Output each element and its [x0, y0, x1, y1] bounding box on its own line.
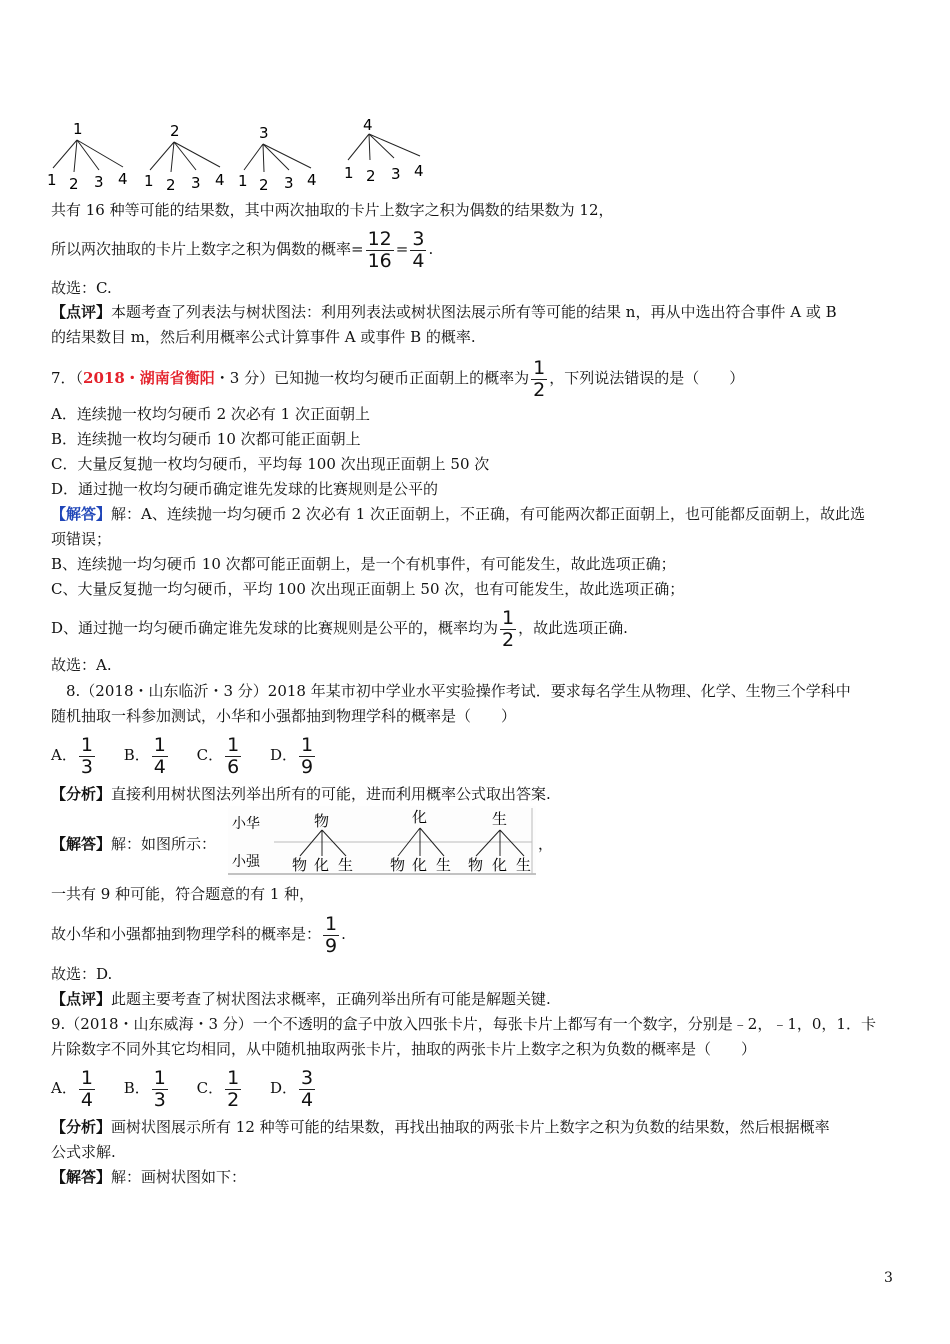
fraction-numerator: 3: [412, 227, 425, 250]
tree-leaf: 2: [366, 167, 376, 185]
q8-option-c: [197, 730, 244, 780]
q8-answer-count: 一共有 9 种可能，符合题意的有 1 种，: [51, 885, 315, 903]
tree-leaf: 4: [118, 170, 128, 188]
option-label: D．: [269, 746, 298, 764]
q9-question-line2: 片除数字不同外其它均相同，从中随机抽取两张卡片，抽取的两张卡片上数字之积为负数的概率是（ ）: [51, 1040, 757, 1058]
q7-option-d: D．通过抛一枚均匀硬币确定谁先发球的比赛规则是公平的: [51, 480, 439, 498]
q8-option-b: [124, 730, 170, 780]
fraction-denominator: 9: [301, 755, 314, 778]
q8-answer-comma: ，: [538, 835, 554, 853]
q8-answer-fraction-1-9: [323, 914, 339, 957]
fraction-numerator: 3: [301, 1066, 314, 1089]
fraction-numerator: 12: [367, 227, 392, 250]
tree-leaf: 化: [492, 856, 508, 874]
q8-options: [51, 730, 339, 780]
tree-leaf: 1: [144, 172, 154, 190]
q6-comment-cont: 的结果数目 m，然后利用概率公式计算事件 A 或事件 B 的概率.: [51, 328, 476, 346]
analysis-text: 直接利用树状图法列举出所有的可能，进而利用概率公式取出答案.: [111, 785, 551, 803]
q7-stem: ・3 分）已知抛一枚均匀硬币正面朝上的概率为: [214, 369, 530, 387]
q8-answer-lead: [51, 834, 216, 854]
tree-root: 2: [170, 122, 180, 140]
q9-option-c: [197, 1063, 244, 1113]
fraction-denominator: 9: [325, 934, 338, 957]
fraction-denominator: 6: [227, 755, 240, 778]
tree-leaf: 化: [314, 856, 330, 874]
q6-result-count: 共有 16 种等可能的结果数，其中两次抽取的卡片上数字之积为偶数的结果数为 12，: [51, 201, 614, 219]
period: .: [428, 240, 434, 258]
tree-root: 3: [259, 124, 269, 142]
option-label: C．: [196, 1079, 224, 1097]
q6-fraction-3-4: [410, 229, 426, 272]
q8-answer-probability: [51, 911, 346, 957]
tree-root: 生: [492, 810, 508, 828]
fraction-denominator: 4: [80, 1088, 93, 1111]
q8-question-line1: 8.（2018・山东临沂・3 分）2018 年某市初中学业水平实验操作考试．要求每名学生从物理、化学、生物三个学科中: [66, 682, 851, 700]
tree-row-label-xiaoqiang: 小强: [232, 854, 260, 870]
tree-row-label-xiaohua: 小华: [232, 816, 260, 832]
tree-3: [238, 124, 317, 194]
option-fraction: [225, 1068, 241, 1111]
tree-leaf: 4: [307, 171, 317, 189]
q9-analysis: [51, 1117, 830, 1137]
q6-probability-line: [51, 227, 433, 272]
answer-d-text: D、通过抛一均匀硬币确定谁先发球的比赛规则是公平的，概率均为: [51, 619, 499, 637]
answer-tag: 【解答】: [51, 505, 112, 523]
answer-text: 解：画树状图如下：: [111, 1168, 247, 1186]
fraction-denominator: 4: [153, 755, 166, 778]
q7-option-a: A．连续抛一枚均匀硬币 2 次必有 1 次正面朝上: [51, 405, 370, 423]
comment-text: 此题主要考查了树状图法求概率，正确列举出所有可能是解题关键.: [111, 990, 551, 1008]
option-label: D．: [269, 1079, 298, 1097]
fraction-numerator: 1: [301, 733, 314, 756]
fraction-denominator: 2: [502, 628, 515, 651]
option-fraction: [299, 735, 315, 778]
answer-tag: 【解答】: [51, 1168, 112, 1186]
tree-4: [344, 116, 424, 185]
analysis-tag: 【分析】: [51, 785, 112, 803]
option-fraction: [225, 735, 241, 778]
q6-probability-text: 所以两次抽取的卡片上数字之积为偶数的概率=: [51, 240, 364, 258]
analysis-tag: 【分析】: [51, 1118, 112, 1136]
tree-leaf: 4: [215, 171, 225, 189]
tree-leaf: 2: [259, 176, 269, 194]
tree-leaf: 2: [166, 176, 176, 194]
fraction-numerator: 1: [533, 356, 546, 379]
tree-diagram-1-to-4: [40, 112, 440, 196]
fraction-denominator: 2: [533, 378, 546, 401]
tree-leaf: 1: [47, 171, 57, 189]
q9-option-a: [51, 1063, 97, 1113]
period: .: [341, 925, 346, 943]
option-label: B．: [123, 746, 150, 764]
tree-leaf: 物: [390, 856, 406, 874]
fraction-denominator: 2: [227, 1088, 240, 1111]
q8-option-d: [270, 730, 317, 780]
q9-options: [51, 1063, 339, 1113]
tree-1: [47, 120, 128, 193]
fraction-denominator: 3: [80, 755, 93, 778]
fraction-numerator: 1: [80, 1066, 93, 1089]
option-fraction: [79, 735, 95, 778]
q7-source: 2018・湖南省衡阳: [83, 369, 215, 387]
q8-comment: [51, 989, 551, 1009]
answer-text: 解：A、连续抛一均匀硬币 2 次必有 1 次正面朝上，不正确，有可能两次都正面朝上，也可能都反面朝上，故此选: [111, 505, 866, 523]
q7-fraction-1-2: [531, 358, 547, 401]
tree-leaf: 1: [344, 164, 354, 182]
fraction-numerator: 1: [153, 733, 166, 756]
tree-leaf: 化: [412, 856, 428, 874]
q9-option-d: [270, 1063, 317, 1113]
fraction-numerator: 1: [502, 606, 515, 629]
q7-selection: 故选：A.: [51, 656, 112, 674]
q9-option-b: [124, 1063, 170, 1113]
tree-leaf: 生: [516, 856, 532, 874]
option-fraction: [79, 1068, 95, 1111]
q6-fraction-12-16: [366, 229, 394, 272]
option-label: B．: [123, 1079, 150, 1097]
q8-selection: 故选：D.: [51, 965, 113, 983]
tree-leaf: 2: [69, 175, 79, 193]
fraction-numerator: 1: [80, 733, 93, 756]
tree-leaf: 物: [292, 856, 308, 874]
option-fraction: [152, 1068, 168, 1111]
fraction-numerator: 1: [227, 1066, 240, 1089]
q7-option-c: C．大量反复抛一枚均匀硬币，平均每 100 次出现正面朝上 50 次: [51, 455, 490, 473]
fraction-denominator: 4: [412, 249, 425, 272]
q7-answer: [51, 504, 865, 524]
analysis-text: 画树状图展示所有 12 种等可能的结果数，再找出抽取的两张卡片上数字之积为负数的结果数，然后根据概率: [111, 1118, 830, 1136]
tree-leaf: 3: [391, 165, 401, 183]
comment-text: 本题考查了列表法与树状图法：利用列表法或树状图法展示所有等可能的结果 n，再从中选出符合事件 A 或 B: [111, 303, 837, 321]
q7-answer-fraction-1-2: [500, 608, 516, 651]
tree-leaf: 生: [338, 856, 354, 874]
fraction-numerator: 1: [227, 733, 240, 756]
q7-answer-b: B、连续抛一均匀硬币 10 次都可能正面朝上，是一个有机事件，有可能发生，故此选项正确；: [51, 555, 676, 573]
q7-question: [51, 356, 744, 401]
q7-number: 7．（: [51, 369, 84, 387]
answer-text: 解：如图所示：: [111, 835, 217, 853]
q9-question-line1: 9.（2018・山东威海・3 分）一个不透明的盒子中放入四张卡片，每张卡片上都写有一个数字，分别是﹣2，﹣1，0，1．卡: [51, 1015, 876, 1033]
q8-question-line2: 随机抽取一科参加测试，小华和小强都抽到物理学科的概率是（ ）: [51, 707, 517, 725]
tree-root: 4: [363, 116, 373, 134]
answer-d-tail: ，故此选项正确.: [518, 619, 628, 637]
tree-leaf: 1: [238, 172, 248, 190]
option-label: A．: [51, 746, 77, 764]
q8-tree-diagram: [228, 806, 536, 878]
q7-option-b: B．连续抛一枚均匀硬币 10 次都可能正面朝上: [51, 430, 361, 448]
tree-leaf: 4: [414, 162, 424, 180]
q7-answer-cont: 项错误；: [51, 530, 112, 548]
q7-answer-c: C、大量反复抛一均匀硬币，平均 100 次出现正面朝上 50 次，也有可能发生，故此选项正确；: [51, 580, 685, 598]
comment-tag: 【点评】: [51, 990, 112, 1008]
tree-root: 1: [73, 120, 83, 138]
q9-answer: [51, 1167, 246, 1187]
option-fraction: [299, 1068, 315, 1111]
tree-root: 化: [412, 808, 428, 826]
option-fraction: [152, 735, 168, 778]
fraction-numerator: 1: [153, 1066, 166, 1089]
answer-probability-text: 故小华和小强都抽到物理学科的概率是：: [51, 925, 322, 943]
tree-leaf: 3: [191, 174, 201, 192]
fraction-denominator: 4: [301, 1088, 314, 1111]
q9-analysis-cont: 公式求解.: [51, 1143, 116, 1161]
tree-leaf: 生: [436, 856, 452, 874]
answer-tag: 【解答】: [51, 835, 112, 853]
option-label: C．: [196, 746, 224, 764]
fraction-numerator: 1: [325, 912, 338, 935]
tree-2: [144, 122, 225, 194]
q8-analysis: [51, 784, 551, 804]
tree-root: 物: [314, 812, 330, 830]
tree-leaf: 3: [284, 174, 294, 192]
page-number: 3: [884, 1270, 893, 1286]
comment-tag: 【点评】: [51, 303, 112, 321]
q7-stem-tail: ，下列说法错误的是（ ）: [549, 369, 745, 387]
q8-option-a: [51, 730, 97, 780]
equals-sign: =: [395, 240, 409, 258]
tree-leaf: 3: [94, 173, 104, 191]
fraction-denominator: 16: [367, 249, 392, 272]
tree-leaf: 物: [468, 856, 484, 874]
fraction-denominator: 3: [153, 1088, 166, 1111]
option-label: A．: [51, 1079, 77, 1097]
q7-answer-d: [51, 606, 628, 651]
q6-selection: 故选：C.: [51, 279, 112, 297]
q6-comment: [51, 302, 837, 322]
